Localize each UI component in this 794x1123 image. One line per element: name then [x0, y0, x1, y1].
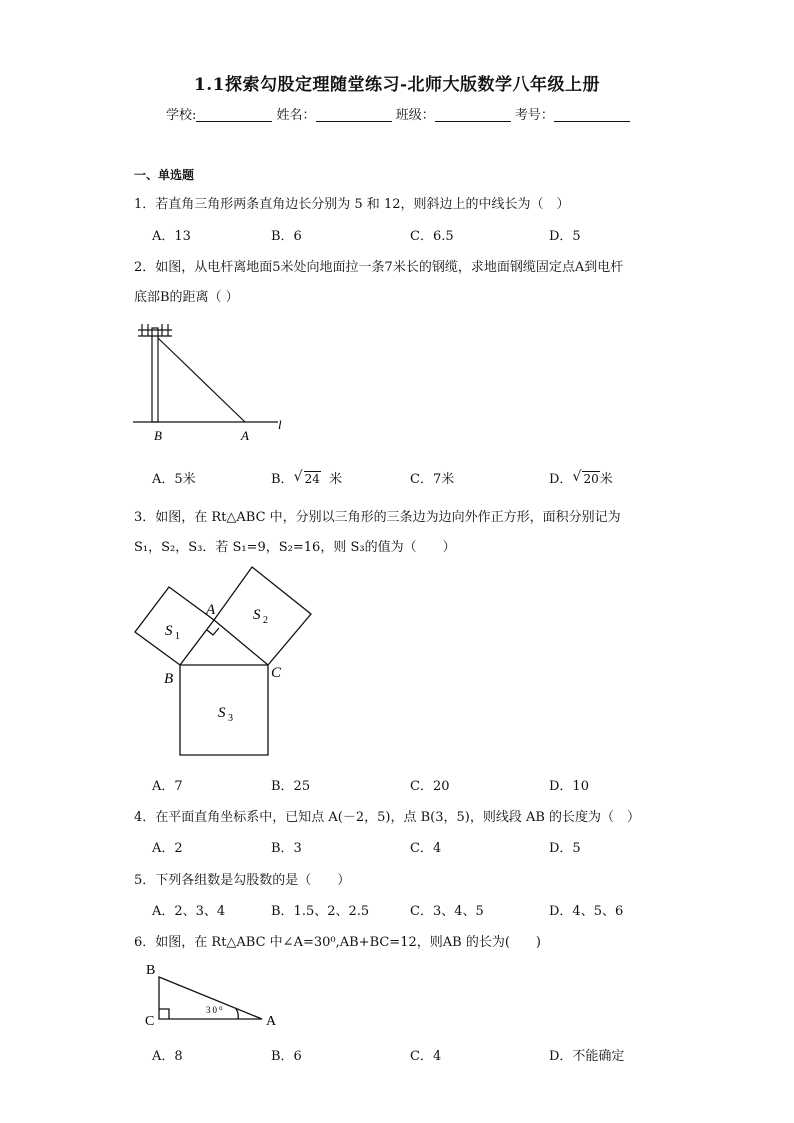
question-4-text: 4．在平面直角坐标系中，已知点 A(－2，5)，点 B(3，5)，则线段 AB 的长度为（ ） [134, 810, 641, 825]
label-l: l [278, 417, 282, 432]
page-title: 1.1探索勾股定理随堂练习-北师大版数学八年级上册 [193, 75, 601, 95]
q2-option-a[interactable]: A．5米 [152, 472, 196, 487]
q6-option-b[interactable]: B．6 [271, 1049, 302, 1064]
question-3-line-2: S₁，S₂，S₃．若 S₁=9，S₂=16，则 S₃的值为（ ） [134, 540, 456, 555]
q2-option-b-unit: 米 [329, 472, 343, 487]
q1-option-b[interactable]: B．6 [271, 229, 302, 244]
sqrt-24: √ 24 [293, 469, 320, 486]
student-info-line [166, 104, 630, 123]
q3-option-c[interactable]: C．20 [410, 779, 450, 794]
label-b: B [146, 963, 156, 978]
q2-option-b[interactable] [271, 468, 342, 487]
q4-option-d[interactable]: D．5 [549, 841, 581, 856]
label-s1-sub: 1 [175, 631, 180, 642]
q3-option-b[interactable]: B．25 [271, 779, 311, 794]
label-s1: S [165, 623, 173, 639]
q5-option-b[interactable]: B．1.5、2、2.5 [271, 904, 370, 919]
q3-option-d[interactable]: D．10 [549, 779, 589, 794]
q2-pole-diagram [128, 316, 298, 446]
q3-option-a[interactable]: A．7 [152, 779, 183, 794]
class-label: 班级： [395, 108, 435, 123]
q2-option-d-unit: 米 [599, 472, 613, 487]
label-b: B [154, 428, 162, 443]
q6-option-c[interactable]: C．4 [410, 1049, 442, 1064]
q1-option-a[interactable]: A．13 [152, 229, 191, 244]
question-1-text: 1．若直角三角形两条直角边长分别为 5 和 12，则斜边上的中线长为（ ） [134, 197, 570, 212]
label-s2-sub: 2 [263, 615, 268, 626]
exam-number-label: 考号： [514, 108, 554, 123]
label-s3: S [218, 705, 226, 721]
q4-option-b[interactable]: B．3 [271, 841, 302, 856]
right-angle-mark [207, 628, 219, 635]
q1-option-d[interactable]: D．5 [549, 229, 581, 244]
class-blank[interactable] [435, 107, 511, 122]
label-a: A [266, 1014, 277, 1029]
q4-option-a[interactable]: A．2 [152, 841, 183, 856]
q3-squares-diagram [128, 562, 328, 762]
square-s1 [135, 587, 214, 665]
q2-option-b-prefix: B． [271, 472, 294, 487]
sqrt-20: √ 20 [572, 469, 599, 486]
name-blank[interactable] [316, 107, 392, 122]
angle-arc [236, 1009, 238, 1019]
question-3-line-1: 3．如图，在 Rt△ABC 中，分别以三角形的三条边为边向外作正方形，面积分别记为 [134, 510, 621, 525]
pole [152, 328, 158, 422]
steel-cable [158, 338, 245, 422]
right-angle-mark [159, 1009, 169, 1019]
q1-option-c[interactable]: C．6.5 [410, 229, 454, 244]
school-label: 学校: [166, 108, 197, 123]
exam-number-blank[interactable] [554, 107, 630, 122]
angle-label: 30⁰ [206, 1005, 225, 1015]
q5-option-c[interactable]: C．3、4、5 [410, 904, 484, 919]
label-b: B [164, 671, 174, 687]
label-c: C [145, 1014, 155, 1029]
question-2-line-2: 底部B的距离（ ） [134, 290, 239, 305]
question-2-line-1: 2．如图，从电杆离地面5米处向地面拉一条7米长的钢缆，求地面钢缆固定点A到电杆 [134, 260, 624, 275]
q4-option-c[interactable]: C．4 [410, 841, 442, 856]
q6-option-a[interactable]: A．8 [152, 1049, 183, 1064]
label-c: C [271, 665, 282, 681]
label-s2: S [253, 607, 261, 623]
q6-option-d[interactable]: D．不能确定 [549, 1049, 625, 1064]
label-a: A [241, 428, 249, 443]
question-6-text: 6．如图，在 Rt△ABC 中∠A=30⁰,AB+BC=12，则AB 的长为( ) [134, 935, 541, 950]
question-5-text: 5．下列各组数是勾股数的是（ ） [134, 873, 351, 888]
q6-triangle-diagram [140, 958, 290, 1033]
school-blank[interactable] [196, 107, 272, 122]
q5-option-d[interactable]: D．4、5、6 [549, 904, 624, 919]
label-s3-sub: 3 [228, 713, 233, 724]
label-a: A [206, 602, 216, 618]
q2-option-d-prefix: D． [549, 472, 573, 487]
q5-option-a[interactable]: A．2、3、4 [152, 904, 226, 919]
section-heading: 一、单选题 [134, 168, 195, 182]
name-label: 姓名： [276, 108, 316, 123]
q2-option-d[interactable] [549, 468, 613, 487]
q2-option-c[interactable]: C．7米 [410, 472, 455, 487]
